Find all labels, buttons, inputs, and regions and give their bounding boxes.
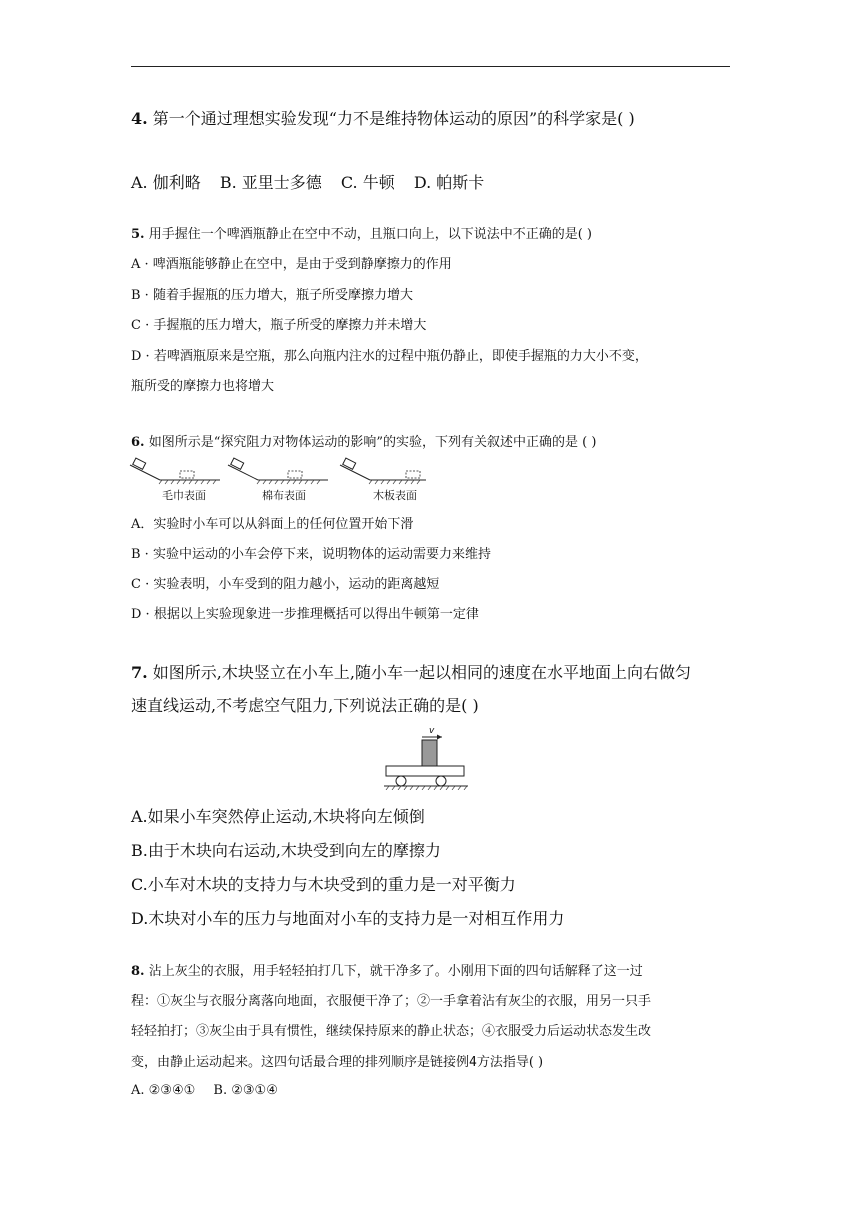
towel-surface-panel	[130, 458, 220, 502]
question-4-options	[131, 170, 484, 193]
cotton-surface-panel	[228, 458, 328, 502]
question-text: 如图所示,木块竖立在小车上,随小车一起以相同的速度在水平地面上向右做匀	[152, 663, 691, 682]
option-b: B. 亚里士多德	[219, 173, 322, 192]
question-7-stem-line1	[131, 660, 691, 683]
question-text: 第一个通过理想实验发现“力不是维持物体运动的原因”的科学家是( )	[152, 109, 635, 128]
question-number: 7.	[131, 663, 148, 682]
option-c: C · 实验表明，小车受到的阻力越小，运动的距离越短	[131, 577, 440, 592]
cart-figure	[384, 724, 468, 790]
figure-label-towel: 毛巾表面	[162, 489, 206, 502]
surfaces-figure	[128, 455, 428, 507]
question-5-stem	[131, 223, 592, 242]
arrow-right-icon	[437, 735, 442, 740]
question-8-options	[131, 1083, 278, 1098]
option-b: B · 随着手握瓶的压力增大，瓶子所受摩擦力增大	[131, 288, 413, 303]
option-a: A · 啤酒瓶能够静止在空中，是由于受到静摩擦力的作用	[131, 257, 452, 272]
header-rule	[131, 66, 730, 67]
option-d: D · 若啤酒瓶原来是空瓶，那么向瓶内注水的过程中瓶仍静止，即使手握瓶的力大小不变，	[131, 349, 648, 364]
option-c: C.小车对木块的支持力与木块受到的重力是一对平衡力	[131, 875, 516, 894]
question-8-stem-line4	[131, 1051, 543, 1070]
option-c: C. 牛顿	[340, 173, 395, 192]
question-8-stem-line1	[131, 960, 643, 979]
option-a: A．实验时小车可以从斜面上的任何位置开始下滑	[131, 517, 414, 532]
option-b: B · 实验中运动的小车会停下来，说明物体的运动需要力来维持	[131, 547, 491, 562]
option-d: D.木块对小车的压力与地面对小车的支持力是一对相互作用力	[131, 909, 565, 928]
option-d: D. 帕斯卡	[413, 173, 485, 192]
question-8-stem-line3: 轻轻拍打；③灰尘由于具有惯性，继续保持原来的静止状态；④衣服受力后运动状态发生改	[131, 1024, 652, 1039]
option-b: B.由于木块向右运动,木块受到向左的摩擦力	[131, 841, 441, 860]
wheel-left	[396, 776, 406, 786]
question-6-stem	[131, 431, 596, 450]
question-text: 用手握住一个啤酒瓶静止在空中不动，且瓶口向上，以下说法中不正确的是( )	[148, 227, 592, 242]
question-4-stem	[131, 106, 635, 129]
method-guide-link[interactable]: 链接例4方法指导	[430, 1055, 529, 1070]
velocity-label: v	[429, 726, 435, 736]
cart-body	[386, 766, 464, 776]
question-7-stem-line2: 速直线运动,不考虑空气阻力,下列说法正确的是( )	[131, 696, 479, 715]
figure-label-wood: 木板表面	[373, 489, 417, 502]
wood-block	[422, 740, 437, 766]
option-a: A. ②③④①	[131, 1083, 196, 1098]
option-b: B. ②③①④	[213, 1083, 278, 1098]
option-d: D · 根据以上实验现象进一步推理概括可以得出牛顿第一定律	[131, 607, 479, 622]
figure-label-cotton: 棉布表面	[262, 489, 306, 502]
option-c: C · 手握瓶的压力增大，瓶子所受的摩擦力并未增大	[131, 318, 427, 333]
question-8-stem-line2: 程：①灰尘与衣服分离落向地面，衣服便干净了；②一手拿着沾有灰尘的衣服，用另一只手	[131, 994, 652, 1009]
wheel-right	[436, 776, 446, 786]
question-number: 4.	[131, 109, 148, 128]
question-number: 6.	[131, 435, 145, 450]
option-d-continued: 瓶所受的摩擦力也将增大	[131, 379, 275, 394]
question-number: 8.	[131, 964, 145, 979]
option-a: A. 伽利略	[131, 173, 201, 192]
question-number: 5.	[131, 227, 145, 242]
question-text: 变，由静止运动起来。这四句话最合理的排列顺序是	[131, 1055, 431, 1070]
answer-paren: ( )	[528, 1055, 544, 1070]
option-a: A.如果小车突然停止运动,木块将向左倾倒	[131, 807, 425, 826]
question-text: 如图所示是“探究阻力对物体运动的影响”的实验，下列有关叙述中正确的是 ( )	[148, 435, 597, 450]
question-text: 沾上灰尘的衣服，用手轻轻拍打几下，就干净多了。小刚用下面的四句话解释了这一过	[148, 964, 643, 979]
wood-surface-panel	[340, 458, 426, 502]
